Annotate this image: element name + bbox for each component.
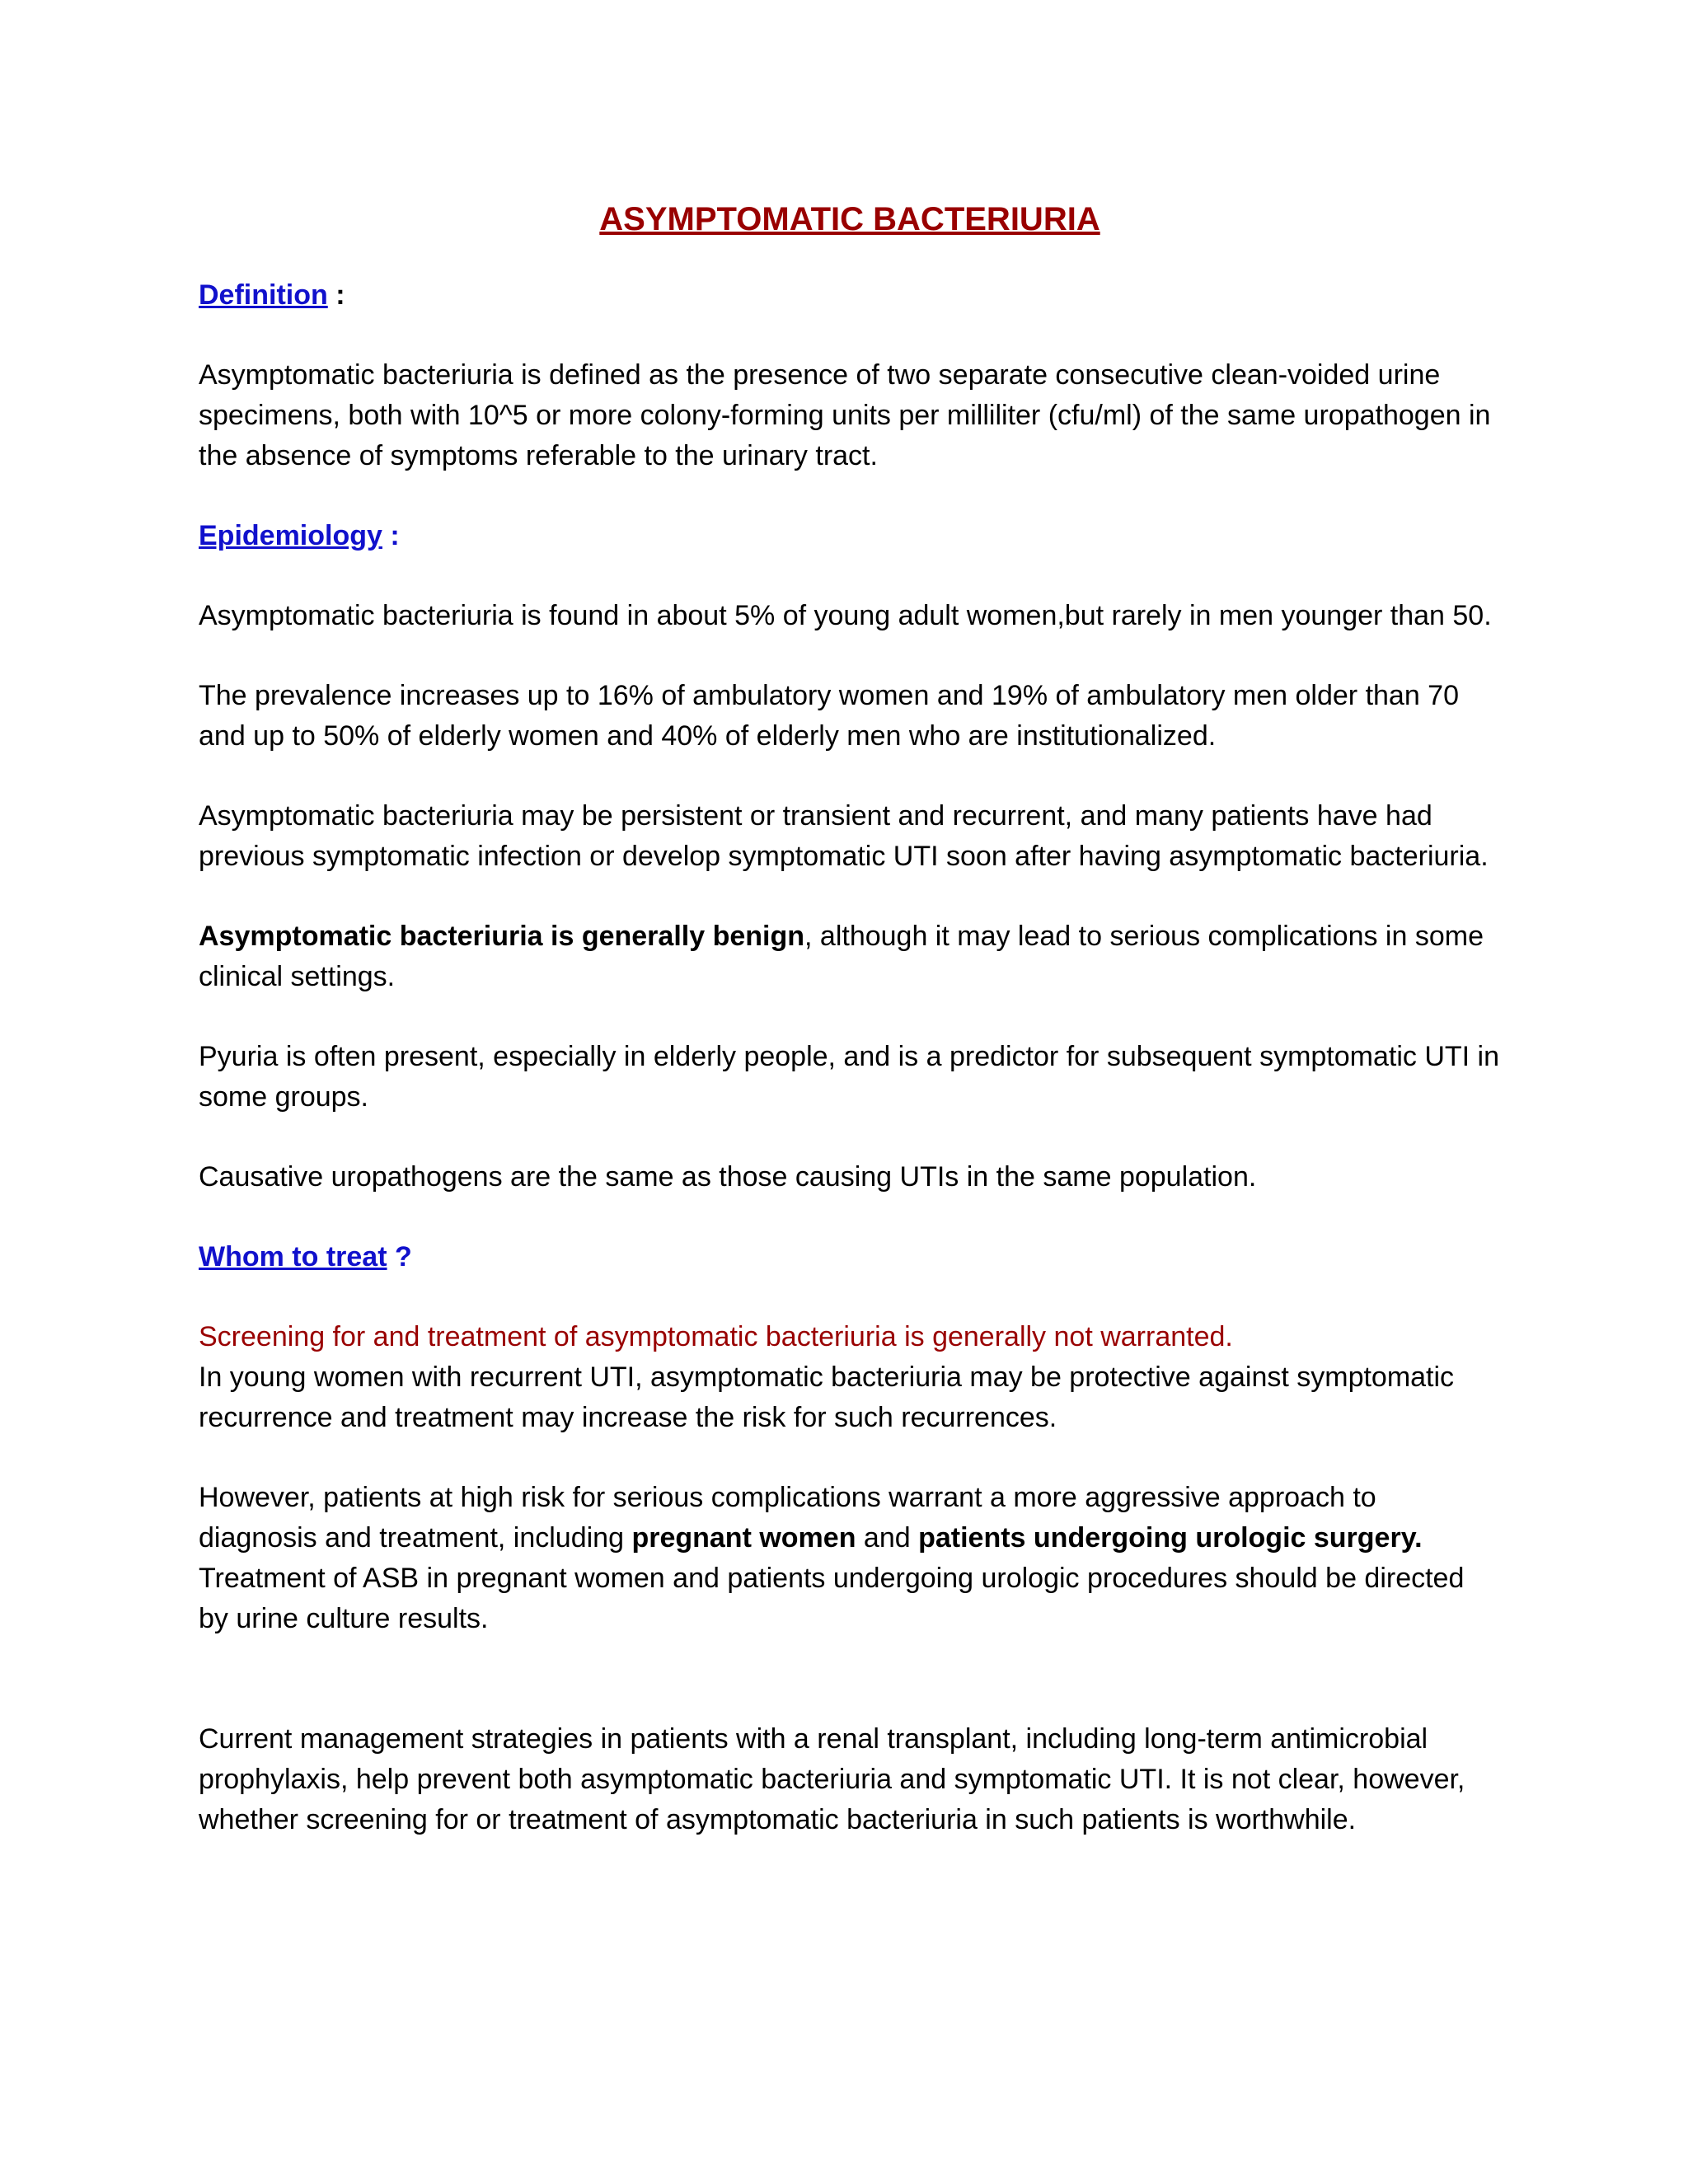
urologic-surgery-bold: patients undergoing urologic surgery. — [918, 1522, 1423, 1554]
definition-text: Asymptomatic bacteriuria is defined as the presence of two separate consecutive clean-voided urine specimens, both with 10^5 or more colony-forming units per milliliter (cfu/ml) of the same uropathogen in the absence of symptoms referable to the urinary tract. — [199, 359, 1491, 471]
definition-heading-text: Definition — [199, 279, 328, 311]
whom-to-treat-heading-text: Whom to treat — [199, 1241, 387, 1272]
epidemiology-paragraph-4 — [199, 916, 1501, 997]
pregnant-women-bold: pregnant women — [631, 1522, 856, 1554]
epidemiology-heading-text: Epidemiology — [199, 520, 382, 551]
benign-statement-rest: , although it may lead to serious complications in some clinical settings. — [199, 921, 1484, 992]
treat-paragraph-2-e: Treatment of ASB in pregnant women and patients undergoing urologic procedures should be directed by urine culture results. — [199, 1563, 1465, 1634]
benign-statement: Asymptomatic bacteriuria is generally benign — [199, 921, 805, 952]
epidemiology-paragraph-6: Causative uropathogens are the same as those causing UTIs in the same population. — [199, 1161, 1257, 1193]
document-page — [199, 196, 1501, 1880]
treat-paragraph-3: Current management strategies in patients with a renal transplant, including long-term antimicrobial prophylaxis, help prevent both asymptomatic bacteriuria and symptomatic UTI. It is not clear, however, whether screening for or treatment of asymptomatic bacteriuria in such patients is worthwhile. — [199, 1723, 1465, 1835]
epidemiology-paragraph-1: Asymptomatic bacteriuria is found in about 5% of young adult women,but rarely in men younger than 50. — [199, 600, 1492, 631]
page-title: ASYMPTOMATIC BACTERIURIA — [599, 201, 1100, 237]
treat-paragraph-2-a: However, patients at high risk for serious complications warrant a more aggressive approach to diagnosis and treatment, including — [199, 1482, 1376, 1554]
epidemiology-heading — [199, 516, 1501, 556]
whom-to-treat-heading — [199, 1237, 1501, 1277]
epidemiology-paragraph-3: Asymptomatic bacteriuria may be persistent or transient and recurrent, and many patients have had previous symptomatic infection or develop symptomatic UTI soon after having asymptomatic bacteriuria. — [199, 800, 1489, 872]
treat-paragraph-2 — [199, 1478, 1501, 1639]
screening-warning: Screening for and treatment of asymptomatic bacteriuria is generally not warranted. — [199, 1321, 1233, 1352]
epidemiology-paragraph-2: The prevalence increases up to 16% of ambulatory women and 19% of ambulatory men older than 70 and up to 50% of elderly women and 40% of elderly men who are institutionalized. — [199, 680, 1460, 752]
whom-to-treat-heading-punct: ? — [387, 1241, 412, 1272]
treat-paragraph-2-c: and — [856, 1522, 919, 1554]
epidemiology-paragraph-5: Pyuria is often present, especially in elderly people, and is a predictor for subsequent symptomatic UTI in some groups. — [199, 1041, 1500, 1113]
definition-heading-punct: : — [327, 279, 345, 311]
epidemiology-heading-punct: : — [382, 520, 400, 551]
definition-heading — [199, 275, 1501, 316]
treat-paragraph-1: In young women with recurrent UTI, asymptomatic bacteriuria may be protective against symptomatic recurrence and treatment may increase the risk for such recurrences. — [199, 1361, 1455, 1433]
blank-line — [199, 1679, 1501, 1719]
